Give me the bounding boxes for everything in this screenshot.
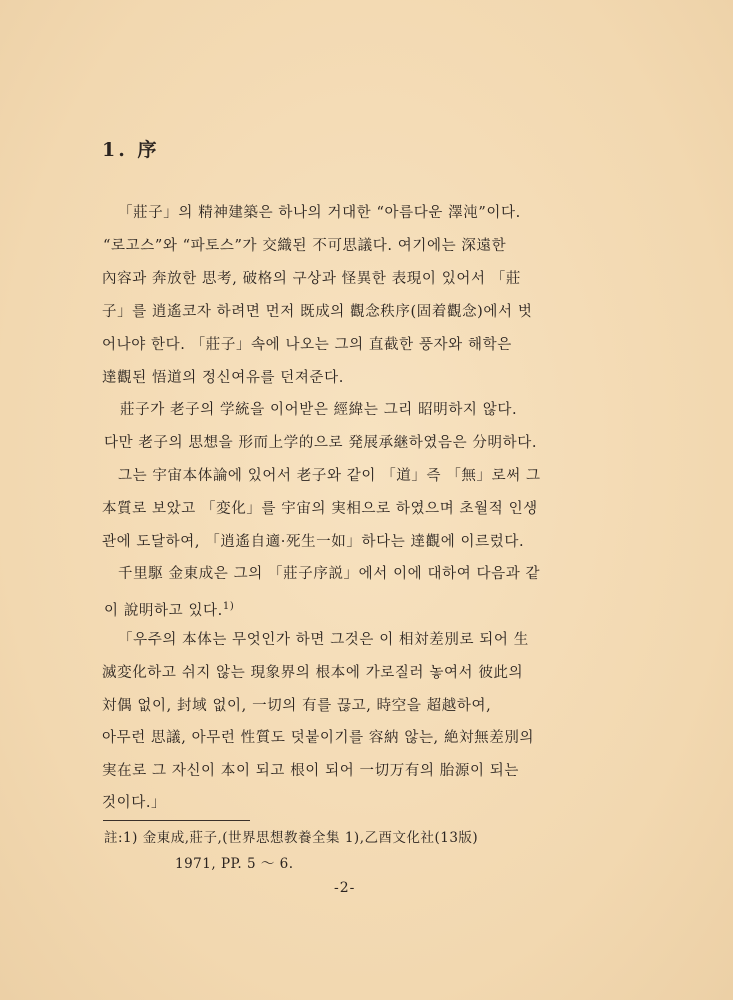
footnote-reference: 1) (222, 601, 235, 612)
quote-line: 対偶 없이, 封域 없이, 一切의 有를 끊고, 時空을 超越하여, (102, 698, 492, 714)
body-line: 다만 老子의 思想을 形而上学的으로 発展承継하였음은 分明하다. (104, 435, 538, 451)
body-line-text: 이 說明하고 있다. (104, 602, 223, 619)
body-line: 子」를 逍遙코자 하려면 먼저 既成의 觀念秩序(固着觀念)에서 벗 (102, 304, 533, 320)
body-line: 千里駆 金東成은 그의 「莊子序説」에서 이에 대하여 다음과 같 (118, 566, 541, 582)
quote-line: 「우주의 本体는 무엇인가 하면 그것은 이 相対差別로 되어 生 (118, 632, 529, 648)
page-number: -2- (334, 880, 356, 896)
body-line: 莊子가 老子의 学統을 이어받은 經緯는 그리 昭明하지 않다. (120, 402, 518, 418)
quote-line: 것이다.」 (102, 795, 167, 811)
body-line: 「莊子」의 精神建築은 하나의 거대한 “아름다운 澤沌”이다. (118, 205, 521, 221)
quote-line: 아무런 思議, 아무런 性質도 덧붙이기를 容納 않는, 絶対無差別의 (102, 730, 535, 746)
quote-line: 実在로 그 자신이 本이 되고 根이 되어 一切万有의 胎源이 되는 (102, 763, 519, 779)
body-line: “로고스”와 “파토스”가 交織된 不可思議다. 여기에는 深遠한 (103, 238, 507, 254)
body-line: 그는 宇宙本体論에 있어서 老子와 같이 「道」즉 「無」로써 그 (118, 468, 541, 484)
footnote-line: 註:1) 金東成,莊子,(世界思想教養全集 1),乙酉文化社(13版) (104, 830, 479, 846)
quote-line: 滅変化하고 쉬지 않는 現象界의 根本에 가로질러 놓여서 彼此의 (102, 665, 524, 681)
body-line: 어나야 한다. 「莊子」속에 나오는 그의 直截한 풍자와 해학은 (102, 337, 512, 353)
body-line: 內容과 奔放한 思考, 破格의 구상과 怪異한 表現이 있어서 「莊 (102, 271, 521, 287)
section-heading: 1. 序 (102, 139, 160, 161)
body-line: 本質로 보았고 「変化」를 宇宙의 実相으로 하였으며 초월적 인생 (102, 501, 538, 517)
body-line: 관에 도달하여, 「逍遙自適·死生一如」하다는 達觀에 이르렀다. (102, 534, 525, 550)
body-line (104, 597, 234, 621)
body-line: 達觀된 悟道의 정신여유를 던져준다. (102, 370, 344, 386)
footnote-line: 1971, PP. 5 〜 6. (175, 856, 294, 872)
footnote-divider (103, 820, 250, 821)
